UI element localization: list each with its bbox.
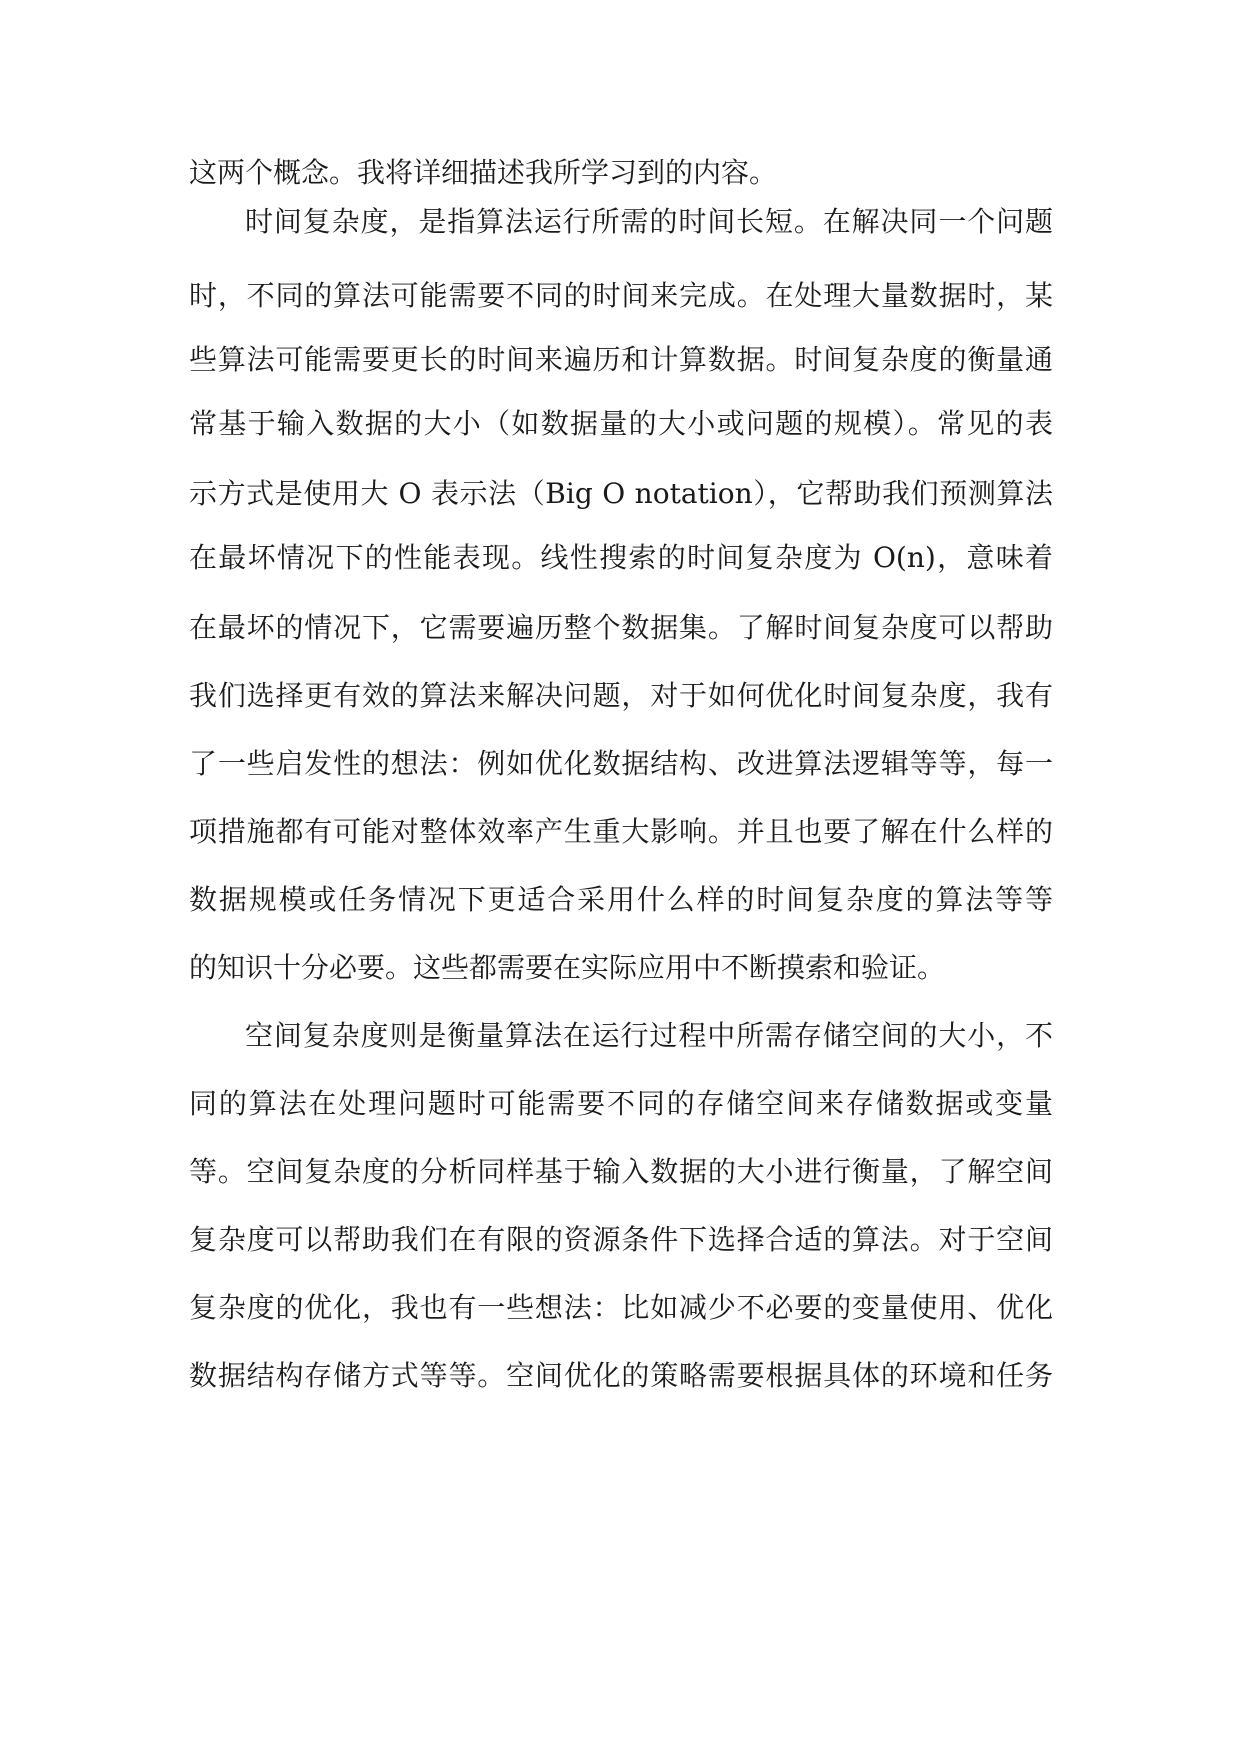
text-line: 时，不同的算法可能需要不同的时间来完成。在处理大量数据时，某	[189, 279, 1053, 312]
text-line: 我们选择更有效的算法来解决问题，对于如何优化时间复杂度，我有	[189, 679, 1053, 712]
text-line: 在最坏的情况下，它需要遍历整个数据集。了解时间复杂度可以帮助	[189, 611, 1053, 644]
text-line: 了一些启发性的想法：例如优化数据结构、改进算法逻辑等等，每一	[189, 747, 1053, 780]
text-line: 些算法可能需要更长的时间来遍历和计算数据。时间复杂度的衡量通	[189, 343, 1053, 376]
text-line: 项措施都有可能对整体效率产生重大影响。并且也要了解在什么样的	[189, 815, 1053, 848]
text-line: 示方式是使用大 O 表示法（Big O notation），它帮助我们预测算法	[189, 477, 1053, 510]
text-line: 的知识十分必要。这些都需要在实际应用中不断摸索和验证。	[189, 951, 946, 984]
paragraph-start-line: 空间复杂度则是衡量算法在运行过程中所需存储空间的大小，不	[245, 1019, 1053, 1052]
text-line: 这两个概念。我将详细描述我所学习到的内容。	[189, 156, 778, 189]
text-line: 同的算法在处理问题时可能需要不同的存储空间来存储数据或变量	[189, 1087, 1053, 1120]
text-line: 常基于输入数据的大小（如数据量的大小或问题的规模）。常见的表	[189, 407, 1053, 440]
text-line: 数据结构存储方式等等。空间优化的策略需要根据具体的环境和任务	[189, 1359, 1053, 1392]
text-line: 等。空间复杂度的分析同样基于输入数据的大小进行衡量，了解空间	[189, 1155, 1053, 1188]
text-line: 数据规模或任务情况下更适合采用什么样的时间复杂度的算法等等	[189, 883, 1053, 916]
text-line: 复杂度可以帮助我们在有限的资源条件下选择合适的算法。对于空间	[189, 1223, 1053, 1256]
paragraph-start-line: 时间复杂度，是指算法运行所需的时间长短。在解决同一个问题	[245, 205, 1053, 238]
text-line: 在最坏情况下的性能表现。线性搜索的时间复杂度为 O(n)，意味着	[189, 541, 1053, 574]
text-line: 复杂度的优化，我也有一些想法：比如减少不必要的变量使用、优化	[189, 1291, 1053, 1324]
